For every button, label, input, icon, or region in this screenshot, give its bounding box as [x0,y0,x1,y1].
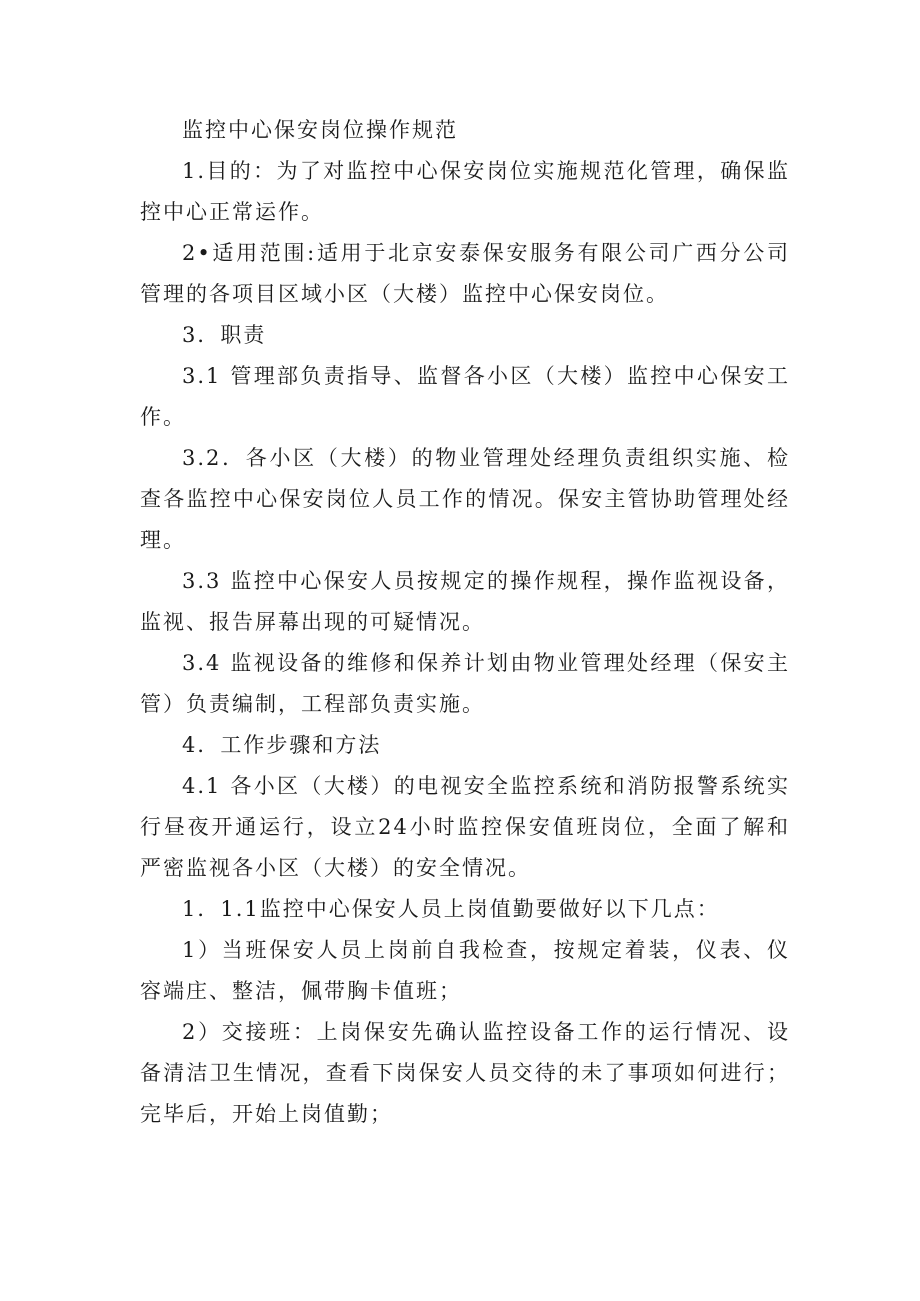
paragraph-4-1: 4.1 各小区（大楼）的电视安全监控系统和消防报警系统实行昼夜开通运行，设立24小时监控保安值班岗位，全面了解和严密监视各小区（大楼）的安全情况。 [140,774,790,880]
paragraph-3-1: 3.1 管理部负责指导、监督各小区（大楼）监控中心保安工作。 [140,364,790,429]
heading-work-steps: 4．工作步骤和方法 [182,733,382,757]
paragraph-purpose: 1.目的：为了对监控中心保安岗位实施规范化管理，确保监控中心正常运作。 [140,159,790,224]
list-item-2: 2）交接班：上岗保安先确认监控设备工作的运行情况、设备清洁卫生情况，查看下岗保安人员交待的未了事项如何进行；完毕后，开始上岗值勤； [140,1020,790,1126]
document-body [140,110,790,1135]
paragraph-3-2: 3.2．各小区（大楼）的物业管理处经理负责组织实施、检查各监控中心保安岗位人员工作的情况。保安主管协助管理处经理。 [140,446,790,552]
document-title: 监控中心保安岗位操作规范 [182,118,458,142]
paragraph-3-3: 3.3 监控中心保安人员按规定的操作规程，操作监视设备，监视、报告屏幕出现的可疑情况。 [140,569,790,634]
paragraph-scope: 2•适用范围:适用于北京安泰保安服务有限公司广西分公司管理的各项目区域小区（大楼）监控中心保安岗位。 [140,241,790,306]
paragraph-3-4: 3.4 监视设备的维修和保养计划由物业管理处经理（保安主管）负责编制，工程部负责实施。 [140,651,790,716]
paragraph-1-1-1: 1．1.1监控中心保安人员上岗值勤要做好以下几点： [182,897,720,921]
list-item-1: 1）当班保安人员上岗前自我检查，按规定着装，仪表、仪容端庄、整洁，佩带胸卡值班； [140,938,790,1003]
heading-responsibilities: 3．职责 [182,323,267,347]
